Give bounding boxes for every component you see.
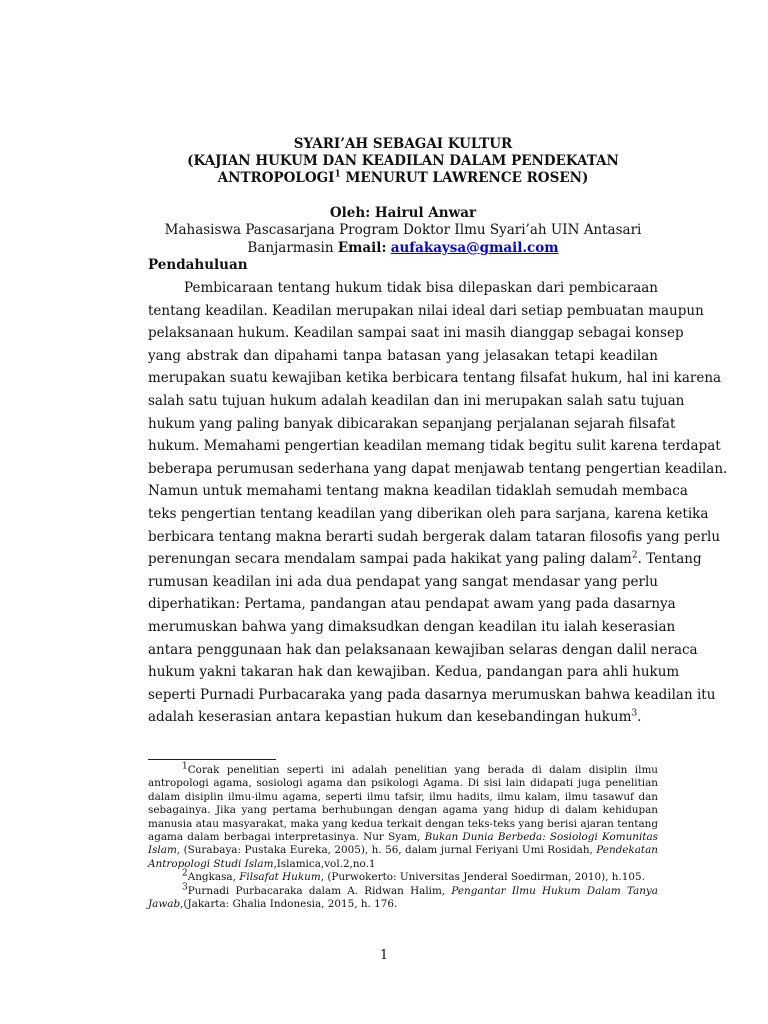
body-line: berbicara tentang makna berarti sudah bergerak dalam tataran filosofis yang perlu [148,528,721,545]
body-line: pelaksanaan hukum. Keadilan sampai saat ini masih dianggap sebagai konsep [148,325,684,342]
book-title: Islam, [148,844,181,857]
body-line-tail: . [637,709,642,726]
footnote-2-mark: 2 [182,868,188,879]
footnote-separator [148,759,276,760]
footnote-3-line [148,898,658,911]
body-line: hukum yang paling banyak dibicarakan sepanjang perjalanan sejarah filsafat [148,415,676,432]
title-line-2: (KAJIAN HUKUM DAN KEADILAN DALAM PENDEKATAN [187,153,619,169]
footnote-1-line: dalam disiplin ilmu-ilmu agama, seperti ilmu tafsir, ilmu hadits, ilmu kalam, ilmu tasawuf dan [148,790,658,803]
email-label: Email: [337,240,387,256]
footnote-ref-3[interactable]: 3 [631,708,638,719]
body-line: seperti Purnadi Purbacaraka yang pada dasarnya merumuskan bahwa keadilan itu [148,686,716,703]
book-title: Pengantar Ilmu Hukum Dalam Tanya [451,884,658,897]
book-title: Bukan Dunia Berbeda: Sosiologi Komunitas [424,830,658,843]
body-line: Namun untuk memahami tentang makna keadilan tidaklah semudah membaca [148,483,688,500]
title-line-3 [148,170,658,187]
footnote-3-mark: 3 [182,882,188,893]
footnote-3-line [148,882,658,898]
body-paragraph [148,277,728,729]
body-line [148,706,658,729]
footnote-ref-2[interactable]: 2 [631,550,638,561]
footnote-1-text: Corak penelitian seperti ini adalah penelitian yang berada di dalam disiplin ilmu [187,764,658,776]
footnote-1-text: ,Islamica,vol.2,no.1 [273,857,376,870]
footnote-2-text: Angkasa, [187,871,240,884]
document-title [148,136,658,187]
body-line: rumusan keadilan ini ada dua pendapat yang sangat mendasar yang perlu [148,573,658,590]
footnote-3-text: ,(Jakarta: Ghalia Indonesia, 2015, h. 176. [180,897,398,910]
email-link[interactable]: aufakaysa@gmail.com [390,240,559,256]
book-title: Filsafat Hukum [239,871,321,884]
page-number: 1 [379,948,389,963]
body-line: teks pengertian tentang keadilan yang diberikan oleh para sarjana, karena ketika [148,505,709,522]
body-line-text: perenungan secara mendalam sampai pada hakikat yang paling dalam [148,551,632,568]
body-line: merupakan suatu kewajiban ketika berbicara tentang filsafat hukum, hal ini karena [148,370,722,387]
affiliation [148,221,658,257]
body-line: salah satu tujuan hukum adalah keadilan dan ini merupakan salah satu tujuan [148,392,685,409]
author-line: Oleh: Hairul Anwar [329,205,477,221]
body-line: antara penggunaan hak dan pelaksanaan kewajiban selaras dengan dalil neraca [148,641,698,658]
body-line: hukum. Memahami pengertian keadilan memang tidak begitu sulit karena terdapat [148,438,721,455]
book-title: Jawab [148,897,181,910]
journal-title: Pendekatan [596,844,658,857]
footnote-1-line [148,831,658,844]
title-line-3-tail: MENURUT LAWRENCE ROSEN) [340,170,589,186]
body-line: yang abstrak dan dipahami tanpa batasan yang jelasakan tetapi keadilan [148,347,658,364]
footnote-ref-1[interactable]: 1 [334,169,341,180]
footnote-2-line [148,868,658,884]
footnote-1-line: antropologi agama, sosiologi agama dan psikologi Agama. Di sisi lain didapati juga penelitian [148,777,658,790]
body-line: Pembicaraan tentang hukum tidak bisa dilepaskan dari pembicaraan [184,280,658,296]
affiliation-line-2 [148,239,658,257]
body-line: merumuskan bahwa yang dimaksudkan dengan keadilan itu ialah keserasian [148,618,676,635]
body-line [148,548,702,571]
title-line-1: SYARI’AH SEBAGAI KULTUR [293,136,513,152]
body-line: diperhatikan: Pertama, pandangan atau pendapat awam yang pada dasarnya [148,596,676,613]
journal-title: Antropologi Studi Islam [148,857,274,870]
body-line: tentang keadilan. Keadilan merupakan nilai ideal dari setiap pembuatan maupun [148,302,704,319]
body-line: beberapa perumusan sederhana yang dapat menjawab tentang pengertian keadilan. [148,460,728,477]
footnote-3-text: Purnadi Purbacaraka dalam A. Ridwan Halim, [187,884,452,897]
footnote-1-line [148,858,658,871]
footnote-1-text: (Surabaya: Pustaka Eureka, 2005), h. 56, dalam jurnal Feriyani Umi Rosidah, [180,844,597,857]
footnote-1-line [148,761,658,777]
footnote-1-text: agama dalam berbagai interpretasinya. Nur Syam, [148,830,425,843]
body-line: hukum yakni takaran hak dan kewajiban. Kedua, pandangan para ahli hukum [148,664,680,681]
body-line-tail: . Tentang [637,551,702,568]
section-heading: Pendahuluan [148,257,248,273]
footnotes [148,761,658,911]
footnote-1-line: manusia atau masyarakat, maka yang kedua terkait dengan teks-teks yang berisi ajaran tentang [148,817,658,830]
footnote-1-line: sebagainya. Jika yang pertama berhubungan dengan agama yang hidup di dalam kehidupan [148,804,658,817]
affiliation-city: Banjarmasin [247,240,338,256]
title-line-3-text: ANTROPOLOGI [217,170,335,186]
footnote-2-text: , (Purwokerto: Universitas Jenderal Soedirman, 2010), h.105. [320,871,645,884]
footnote-1-line [148,844,658,857]
body-line-text: adalah keserasian antara kepastian hukum dan kesebandingan hukum [148,709,632,726]
affiliation-line-1: Mahasiswa Pascasarjana Program Doktor Ilmu Syari’ah UIN Antasari [164,222,642,238]
footnote-1-mark: 1 [182,761,188,772]
